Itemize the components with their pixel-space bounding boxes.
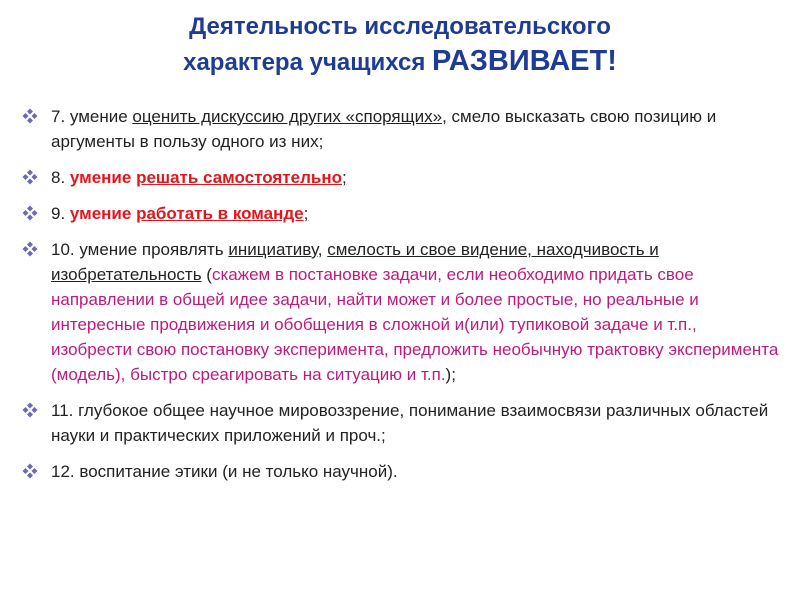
item-9-number: 9. (51, 204, 70, 223)
list-item-8 (20, 165, 780, 190)
item-10-examples: скажем в постановке задачи, если необходимо придать свое направлении в общей идее задачи, найти может и более простые, но реальные и интересные продвижения и обобщения в сложной и(или) тупиковой задаче и т.п., изобрести свою постановку эксперимента, предложить необычную трактовку эксперимента (модель), быстро среагировать на ситуацию и т.п. (51, 265, 779, 384)
item-10-close-paren: ); (445, 365, 456, 384)
title-emphasis: РАЗВИВАЕТ! (432, 45, 617, 77)
item-10-text-start: 10. умение проявлять (51, 240, 229, 259)
slide-title (0, 10, 800, 80)
four-diamond-bullet-icon (22, 169, 38, 185)
list-item-12 (20, 459, 780, 484)
item-10-open-paren: ( (201, 265, 212, 284)
four-diamond-bullet-icon (22, 402, 38, 418)
list-item-11 (20, 398, 780, 448)
item-10-underlined-phrase: смелость и свое видение, находчивость и изобретательность (51, 240, 659, 284)
item-7-text-end: , смело высказать свою позицию и аргументы в пользу одного из них; (51, 107, 717, 151)
bullet-list (20, 104, 780, 495)
item-7-underlined-phrase: оценить дискуссию других «спорящих» (132, 107, 443, 126)
list-item-10 (20, 237, 780, 387)
list-item-9 (20, 201, 780, 226)
four-diamond-bullet-icon (22, 108, 38, 124)
item-8-underlined-phrase: решать самостоятельно (136, 168, 342, 187)
item-8-number: 8. (51, 168, 70, 187)
item-9-underlined-phrase: работать в команде (136, 204, 304, 223)
title-line-2-prefix: характера учащихся (183, 49, 433, 76)
item-11-text: 11. глубокое общее научное мировоззрение, понимание взаимосвязи различных областей науки и практических приложений и проч.; (51, 401, 769, 445)
list-item-7 (20, 104, 780, 154)
item-10-underlined-initiative: инициативу, (228, 240, 323, 259)
item-9-skill-word: умение (69, 204, 137, 223)
item-8-semicolon: ; (342, 168, 347, 187)
four-diamond-bullet-icon (22, 241, 38, 257)
item-9-semicolon: ; (303, 204, 309, 223)
title-line-1: Деятельность исследовательского (189, 13, 611, 40)
four-diamond-bullet-icon (22, 205, 38, 221)
item-8-skill-word: умение (69, 168, 137, 187)
title-line-2 (0, 44, 800, 80)
item-7-text-start: 7. умение (51, 107, 133, 126)
item-12-text: 12. воспитание этики (и не только научной). (51, 462, 398, 481)
four-diamond-bullet-icon (22, 463, 38, 479)
